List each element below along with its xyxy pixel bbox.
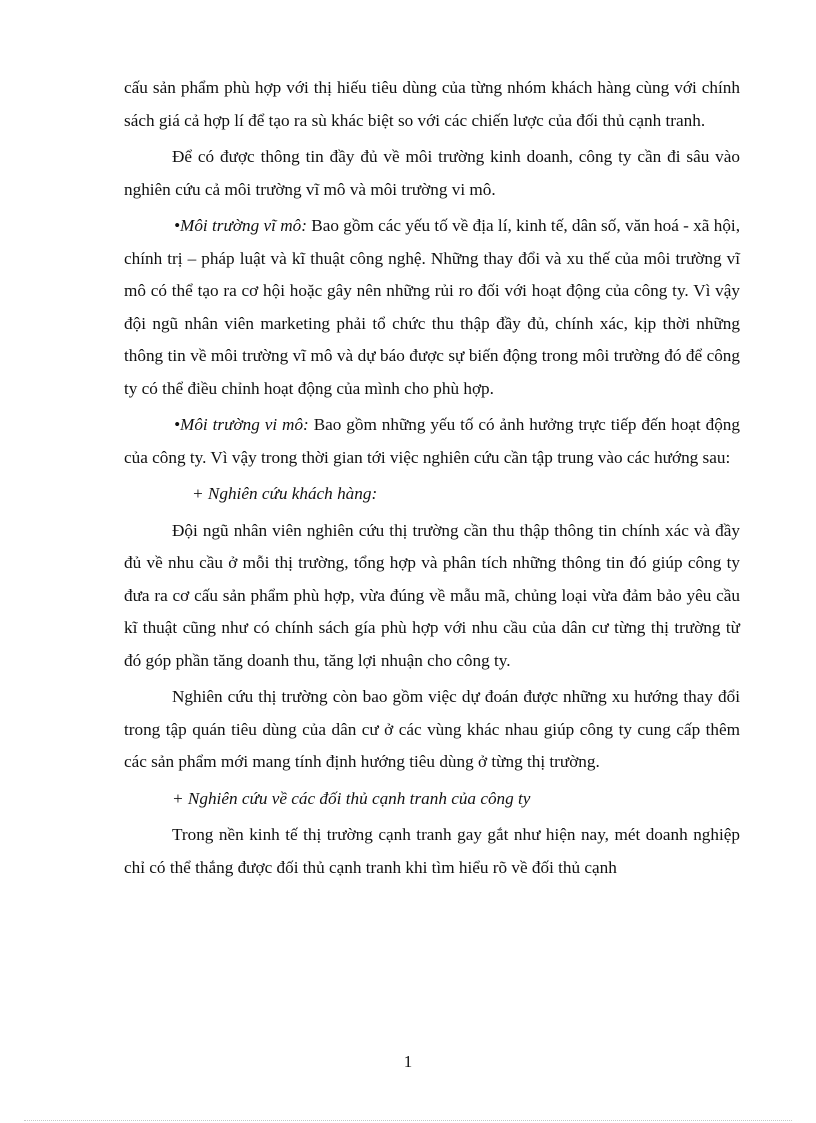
paragraph-competition: Trong nền kinh tế thị trường cạnh tranh gay gắt như hiện nay, mét doanh nghiệp chỉ có thể thắng được đối thủ cạnh tranh khi tìm hiểu rõ về đối thủ cạnh <box>124 825 740 877</box>
page-bottom-divider <box>24 1120 792 1121</box>
paragraph-customer-research: Đội ngũ nhân viên nghiên cứu thị trường cần thu thập thông tin chính xác và đầy đủ về nhu cầu ở mỗi thị trường, tổng hợp và phân tích những thông tin đó giúp công ty đưa ra cơ cấu sản phẩm phù hợp, vừa đúng về mẫu mã, chủng loại vừa đảm bảo yêu cầu kĩ thuật cũng như có chính sách gía phù hợp với nhu cầu của dân cư từng thị trường từ đó góp phần tăng doanh thu, tăng lợi nhuận cho công ty. <box>124 520 740 670</box>
paragraph-market-trends: Nghiên cứu thị trường còn bao gồm việc dự đoán được những xu hướng thay đổi trong tập quán tiêu dùng của dân cư ở các vùng khác nhau giúp công ty cung cấp thêm các sản phẩm mới mang tính định hướng tiêu dùng ở từng thị trường. <box>124 687 740 771</box>
bullet-macro-text: Bao gồm các yếu tố về địa lí, kinh tế, dân số, văn hoá - xã hội, chính trị – pháp luật và kĩ thuật công nghệ. Những thay đổi và xu thế của môi trường vĩ mô có thể tạo ra cơ hội hoặc gây nên những rủi ro đối với hoạt động của công ty. Vì vậy đội ngũ nhân viên marketing phải tổ chức thu thập đầy đủ, chính xác, kịp thời những thông tin về môi trường vĩ mô và dự báo được sự biến động trong môi trường đó để công ty có thể điều chỉnh hoạt động của mình cho phù hợp. <box>124 216 740 398</box>
body-text <box>124 72 740 884</box>
bullet-micro-environment <box>124 409 740 474</box>
bullet-macro-environment <box>124 210 740 405</box>
paragraph-business-environment: Để có được thông tin đầy đủ về môi trường kinh doanh, công ty cần đi sâu vào nghiên cứu cả môi trường vĩ mô và môi trường vi mô. <box>124 147 740 199</box>
page-number: 1 <box>403 1052 413 1071</box>
bullet-macro-label: •Môi trường vĩ mô: <box>174 216 307 235</box>
subheading-customer-research: + Nghiên cứu khách hàng: <box>192 484 378 503</box>
bullet-micro-text: Bao gồm những yếu tố có ảnh hưởng trực tiếp đến hoạt động của công ty. Vì vậy trong thời gian tới việc nghiên cứu cần tập trung vào các hướng sau: <box>124 415 740 467</box>
paragraph-continuation: cấu sản phẩm phù hợp với thị hiếu tiêu dùng của từng nhóm khách hàng cùng với chính sách giá cả hợp lí để tạo ra sù khác biệt so với các chiến lược của đối thủ cạnh tranh. <box>124 78 740 130</box>
subheading-competitor-research: + Nghiên cứu về các đối thủ cạnh tranh của công ty <box>172 788 531 808</box>
bullet-micro-label: •Môi trường vi mô: <box>174 415 309 434</box>
